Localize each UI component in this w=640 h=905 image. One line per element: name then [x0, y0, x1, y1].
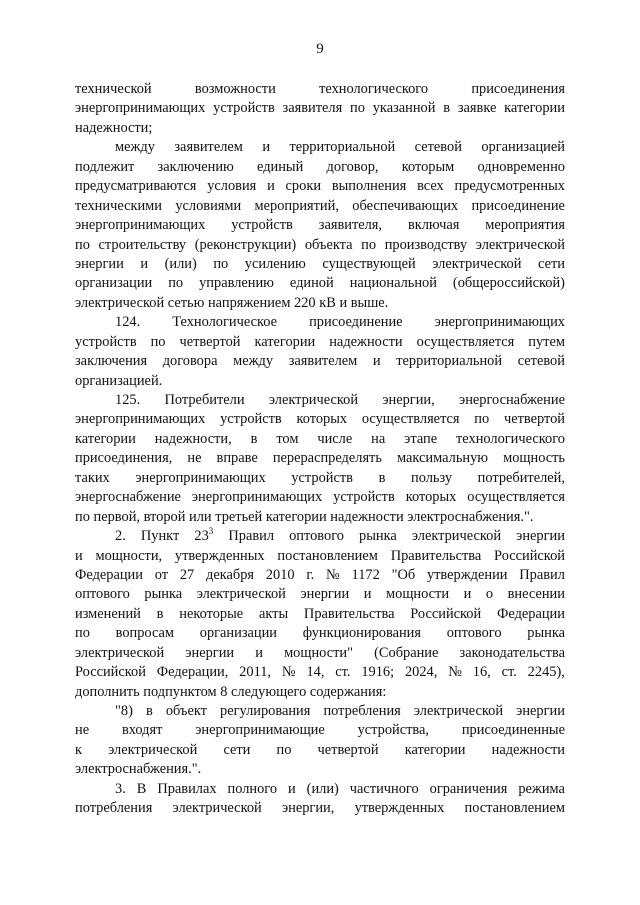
word: и — [140, 255, 149, 272]
word: категории — [504, 100, 565, 117]
word: входят — [121, 722, 163, 739]
word: по — [350, 100, 365, 117]
page-number: 9 — [316, 41, 324, 57]
word: на — [371, 430, 386, 447]
text-line — [75, 702, 565, 721]
word: четвертой — [503, 411, 565, 428]
text-line — [75, 605, 565, 624]
word: мероприятий, — [254, 197, 339, 214]
word: 27 — [179, 566, 195, 583]
word: надежности — [330, 508, 404, 525]
text-line — [75, 799, 565, 818]
word: энергии — [516, 528, 565, 545]
word: энергопринимающие — [195, 722, 325, 739]
word: полного — [227, 780, 278, 797]
word: $23^3$ — [194, 526, 214, 545]
word: осуществляется — [467, 489, 565, 506]
word: Федерации, — [156, 664, 229, 681]
word: по — [75, 508, 90, 525]
text-line — [75, 683, 565, 702]
word: включая — [407, 217, 460, 234]
word: некоторые — [179, 605, 244, 622]
word: Правилах — [157, 780, 217, 797]
word: организации — [75, 275, 153, 292]
word: устройства, — [357, 722, 429, 739]
word: Правил — [519, 566, 565, 583]
word: напряжением — [207, 294, 291, 311]
word: от — [154, 566, 169, 583]
word: 220 — [294, 294, 316, 311]
word: технической — [75, 81, 152, 97]
word: присоединения — [471, 81, 565, 97]
word: изменений — [75, 605, 141, 622]
text-line — [75, 527, 565, 546]
word: энергии — [185, 644, 235, 661]
text-line — [75, 80, 565, 99]
text-line — [75, 333, 565, 352]
word: № — [326, 566, 340, 583]
word: заявке — [457, 100, 497, 117]
text-line — [75, 741, 565, 760]
word: г. — [306, 566, 315, 583]
word: электрической — [196, 586, 286, 603]
word: электрической — [411, 528, 502, 545]
word: внесении — [507, 586, 565, 603]
word: предусмотренных — [454, 178, 565, 195]
word: "Об — [391, 566, 416, 583]
word: максимальную — [397, 450, 489, 467]
word: утвержденных — [354, 800, 445, 817]
word: энергопринимающих — [75, 411, 206, 428]
word: этапе — [404, 430, 438, 447]
word: постановлением — [464, 800, 565, 817]
word: перераспределять — [272, 450, 382, 467]
word: энергопринимающих — [434, 314, 565, 331]
word: надежности; — [75, 119, 153, 136]
word: энергии — [300, 586, 350, 603]
word: сетью — [167, 294, 205, 311]
word: технологического — [456, 430, 565, 447]
text-line — [75, 663, 565, 682]
word: или — [189, 508, 212, 525]
text-line — [75, 274, 565, 293]
word: предусматриваются — [75, 178, 197, 195]
word: 2024, — [404, 664, 438, 681]
word: 16, — [472, 664, 491, 681]
text-line — [75, 644, 565, 663]
word: (Собрание — [374, 644, 439, 661]
word: в — [145, 703, 153, 719]
word: устройств — [291, 469, 353, 486]
text-line — [75, 469, 565, 488]
word: устройств — [231, 217, 293, 234]
word: следующего — [231, 683, 307, 700]
word: надежности — [329, 333, 403, 350]
word: Пункт — [140, 528, 180, 545]
word: оптового — [75, 586, 130, 603]
word: в — [250, 430, 258, 447]
document-body — [75, 80, 565, 819]
word: и — [75, 547, 83, 564]
word: потребителей, — [477, 469, 565, 486]
word: в — [378, 469, 386, 486]
word: декабря — [206, 566, 255, 583]
word: третьей — [215, 508, 263, 525]
word: подлежит — [75, 158, 135, 175]
word: 3. — [115, 780, 126, 797]
word: ограничения — [429, 780, 508, 797]
word: вправе — [216, 450, 258, 467]
word: между — [115, 139, 155, 156]
word: заключению — [157, 158, 234, 175]
word: энергопринимающих — [191, 489, 323, 506]
word: Федерации — [75, 566, 143, 583]
word: единой — [289, 275, 334, 292]
word: категории — [254, 333, 316, 350]
word: акты — [258, 605, 289, 622]
word: по — [474, 411, 490, 428]
word: четвертой — [179, 333, 241, 350]
word: 2245), — [527, 664, 565, 681]
word: которых — [405, 489, 457, 506]
word: мощности — [386, 586, 450, 603]
word: рынка — [144, 586, 183, 603]
word: Правительства — [303, 605, 395, 622]
word: и — [288, 780, 296, 797]
word: 2010 — [265, 566, 295, 583]
word: к — [75, 741, 82, 758]
word: по — [150, 333, 166, 350]
word: организацией. — [75, 372, 163, 389]
word: таких — [75, 469, 110, 486]
word: оптового — [289, 528, 344, 545]
text-line — [75, 488, 565, 507]
word: мощности, — [95, 547, 163, 564]
word: энергопринимающих — [75, 217, 206, 234]
word: объект — [165, 703, 207, 719]
text-line — [75, 255, 565, 274]
word: заявителем — [174, 139, 243, 156]
word: обеспечивающих — [352, 197, 459, 214]
word: заключения — [75, 353, 148, 370]
text-line — [75, 449, 565, 468]
word: устройств — [220, 411, 282, 428]
word: мероприятия — [485, 217, 565, 234]
word: электрической — [268, 392, 359, 408]
text-line — [75, 721, 565, 740]
word: осуществляется — [416, 333, 515, 350]
text-line — [75, 177, 565, 196]
text-line — [75, 780, 565, 799]
word: мощность — [503, 450, 565, 467]
word: частичного — [349, 780, 419, 797]
word: технологического — [319, 81, 429, 97]
text-line — [75, 760, 565, 779]
word: заявителя — [282, 100, 343, 117]
text-line — [75, 508, 565, 527]
word: содержания: — [309, 683, 387, 700]
word: 1916; — [361, 664, 395, 681]
word: № — [281, 664, 296, 681]
word: оптового — [446, 625, 502, 642]
word: путем — [528, 333, 565, 350]
word: и — [339, 294, 348, 311]
word: энергоснабжение — [459, 392, 565, 408]
word: Российской — [75, 664, 146, 681]
word: электрической — [108, 741, 198, 758]
word: энергии — [75, 255, 124, 272]
word: и — [262, 139, 271, 156]
word: потребления — [75, 800, 153, 817]
word: по — [75, 236, 90, 253]
word: (или) — [164, 255, 197, 272]
text-line — [75, 352, 565, 371]
text-line — [75, 391, 565, 410]
word: утвержденных — [174, 547, 265, 564]
word: присоединения, — [75, 450, 173, 467]
word: техническими — [75, 197, 162, 214]
word: четвертой — [317, 741, 379, 758]
word: единый — [257, 158, 304, 175]
word: не — [75, 722, 90, 739]
word: выше. — [350, 294, 389, 311]
text-line — [75, 313, 565, 332]
word: "8) — [115, 703, 133, 719]
text-line — [75, 119, 565, 138]
word: 1172 — [351, 566, 380, 583]
word: 125. — [115, 392, 141, 408]
word: по — [168, 275, 184, 292]
word: не — [187, 450, 202, 467]
word: электроснабжения.". — [407, 508, 534, 525]
word: функционирования — [302, 625, 421, 642]
text-line — [75, 547, 565, 566]
text-line — [75, 158, 565, 177]
word: категории — [404, 741, 466, 758]
word: и — [463, 586, 472, 603]
word: энергоснабжение — [75, 489, 181, 506]
word: Федерации — [497, 605, 565, 622]
word: категории — [265, 508, 327, 525]
word: производству — [384, 236, 468, 253]
word: электрической — [75, 644, 165, 661]
word: законодательства — [459, 644, 565, 661]
word: устройств — [213, 100, 275, 117]
word: утверждении — [426, 566, 508, 583]
word: присоединение — [471, 197, 565, 214]
word: Потребители — [164, 392, 245, 408]
word: в — [443, 100, 451, 117]
word: рынка — [527, 625, 565, 642]
word: территориальной — [289, 139, 396, 156]
word: возможности — [194, 81, 276, 97]
word: условиями — [175, 197, 242, 214]
word: мощности" — [284, 644, 353, 661]
word: по — [361, 236, 377, 253]
word: энергопринимающих — [75, 100, 206, 117]
word: энергопринимающих — [135, 469, 266, 486]
word: 2. — [115, 528, 126, 545]
word: договора — [162, 353, 218, 370]
word: 14, — [306, 664, 325, 681]
text-line — [75, 216, 565, 235]
word: организацией — [481, 139, 565, 156]
word: существующей — [322, 255, 416, 272]
word: кВ — [319, 294, 336, 311]
word: условия — [207, 178, 257, 195]
word: потребления — [323, 703, 401, 719]
text-line — [75, 236, 565, 255]
word: электрической — [413, 703, 504, 719]
word: о — [485, 586, 494, 603]
word: энергии, — [281, 800, 335, 817]
word: электрической — [432, 255, 522, 272]
word: сети — [223, 741, 251, 758]
word: объекта — [304, 236, 353, 253]
word: всех — [417, 178, 444, 195]
word: выполнения — [331, 178, 407, 195]
word: энергии — [516, 703, 565, 719]
word: и — [255, 644, 263, 661]
word: рынка — [359, 528, 397, 545]
word: сети — [538, 255, 565, 272]
word: одновременно — [477, 158, 565, 175]
text-line — [75, 197, 565, 216]
text-line — [75, 585, 565, 604]
word: ст. — [335, 664, 351, 681]
word: энергии, — [382, 392, 435, 408]
word: сетевой — [414, 139, 462, 156]
word: сроки — [285, 178, 322, 195]
word: электрической — [172, 800, 262, 817]
text-line — [75, 99, 565, 118]
text-line — [75, 430, 565, 449]
word: присоединенные — [461, 722, 565, 739]
word: второй — [143, 508, 186, 525]
word: устройств — [75, 333, 137, 350]
text-line — [75, 566, 565, 585]
word: дополнить — [75, 683, 140, 700]
word: электрической — [75, 294, 165, 311]
word: числе — [317, 430, 353, 447]
word: указанной — [372, 100, 436, 117]
word: договор, — [326, 158, 379, 175]
word: и — [372, 353, 381, 370]
word: национальной — [349, 275, 437, 292]
word: электроснабжения.". — [75, 761, 202, 778]
word: Технологическое — [172, 314, 277, 331]
word: по — [75, 625, 90, 642]
word: осуществляется — [361, 411, 460, 428]
text-line — [75, 372, 565, 391]
word: 2011, — [239, 664, 272, 681]
word: надежности — [491, 741, 565, 758]
word: регулирования — [220, 703, 311, 719]
word: В — [136, 780, 147, 797]
word: и — [363, 586, 372, 603]
word: первой, — [93, 508, 140, 525]
word: режима — [518, 780, 565, 797]
word: Правил — [228, 528, 275, 545]
word: пользу — [411, 469, 453, 486]
superscript: 3 — [208, 526, 214, 537]
word: по — [276, 741, 292, 758]
word: и — [267, 178, 275, 195]
word: территориальной — [396, 353, 503, 370]
text-line — [75, 410, 565, 429]
text-line — [75, 294, 565, 313]
word: Правительства — [390, 547, 482, 564]
word: присоединение — [309, 314, 403, 331]
word: которым — [401, 158, 455, 175]
word: сетевой — [517, 353, 565, 370]
word: надежности, — [154, 430, 232, 447]
word: устройств — [333, 489, 395, 506]
word: № — [448, 664, 462, 681]
word: подпунктом — [143, 683, 217, 700]
text-line — [75, 624, 565, 643]
word: между — [233, 353, 274, 370]
word: том — [276, 430, 299, 447]
word: организации — [199, 625, 278, 642]
word: вопросам — [115, 625, 175, 642]
word: которых — [296, 411, 348, 428]
word: по — [213, 255, 229, 272]
word: (или) — [306, 780, 339, 797]
word: заявителем — [288, 353, 358, 370]
word: ст. — [501, 664, 517, 681]
word: усилению — [244, 255, 306, 272]
word: 124. — [115, 314, 141, 331]
word: (общероссийской) — [452, 275, 565, 292]
word: строительству — [98, 236, 187, 253]
word: категории — [75, 430, 136, 447]
word: в — [156, 605, 164, 622]
text-line — [75, 138, 565, 157]
word: Российской — [494, 547, 565, 564]
word: постановлением — [277, 547, 378, 564]
word: электрической — [475, 236, 565, 253]
word: (реконструкции) — [194, 236, 297, 253]
word: управлению — [199, 275, 274, 292]
word: 8 — [220, 683, 228, 700]
word: Российской — [410, 605, 482, 622]
word: заявителя, — [318, 217, 383, 234]
